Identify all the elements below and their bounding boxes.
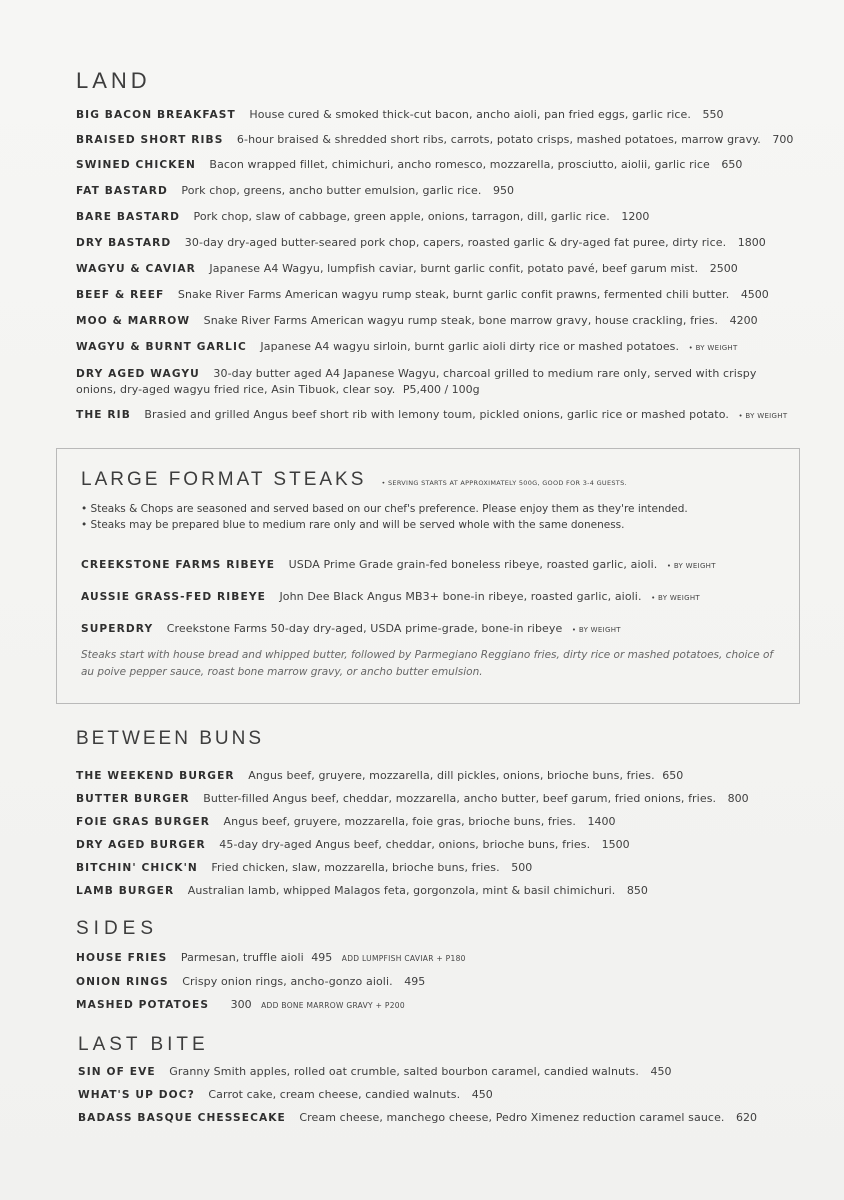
item-name: MOO & MARROW xyxy=(76,315,191,327)
item-desc: Cream cheese, manchego cheese, Pedro Ximenez reduction caramel sauce. xyxy=(299,1111,725,1124)
menu-item xyxy=(76,997,405,1013)
menu-item xyxy=(76,883,648,899)
item-price: 850 xyxy=(626,884,648,897)
item-price: 300 xyxy=(230,998,252,1011)
item-desc: 30-day dry-aged butter-seared pork chop, capers, roasted garlic & dry-aged fat puree, dirty rice. xyxy=(184,236,727,249)
item-price: 450 xyxy=(471,1088,493,1101)
item-desc: Pork chop, greens, ancho butter emulsion, garlic rice. xyxy=(181,184,482,197)
item-desc: Carrot cake, cream cheese, candied walnuts. xyxy=(208,1088,461,1101)
section-title-steaks: LARGE FORMAT STEAKS xyxy=(81,469,367,490)
by-weight-note: • BY WEIGHT xyxy=(571,626,621,634)
item-name: BADASS BASQUE CHESSECAKE xyxy=(78,1112,286,1124)
item-price: 500 xyxy=(511,861,533,874)
item-desc: USDA Prime Grade grain-fed boneless ribeye, roasted garlic, aioli. xyxy=(288,558,658,571)
item-price: 1400 xyxy=(587,815,616,828)
item-name: BEEF & REEF xyxy=(76,289,165,301)
menu-item xyxy=(76,157,742,173)
steaks-header xyxy=(81,469,627,491)
menu-item xyxy=(76,366,776,398)
item-desc: Australian lamb, whipped Malagos feta, gorgonzola, mint & basil chimichuri. xyxy=(187,884,616,897)
menu-item xyxy=(78,1110,757,1126)
menu-item xyxy=(76,407,787,424)
item-desc: Granny Smith apples, rolled oat crumble, salted bourbon caramel, candied walnuts. xyxy=(169,1065,639,1078)
menu-item xyxy=(76,183,514,199)
section-title-dessert: LAST BITE xyxy=(78,1034,209,1055)
item-desc: Butter-filled Angus beef, cheddar, mozzarella, ancho butter, beef garum, fried onions, fries. xyxy=(203,792,717,805)
item-price: 700 xyxy=(772,133,794,146)
steaks-bullet: • Steaks may be prepared blue to medium rare only and will be served whole with the same doneness. xyxy=(81,519,625,531)
item-desc: 30-day butter aged A4 Japanese Wagyu, charcoal grilled to medium rare only, served with crispy onions, dry-aged wagyu fried rice, Asin Tibuok, clear soy. xyxy=(76,367,757,396)
item-name: BITCHIN' CHICK'N xyxy=(76,862,198,874)
menu-item xyxy=(78,1087,493,1103)
item-name: DRY AGED WAGYU xyxy=(76,368,200,380)
steaks-bullet: • Steaks & Chops are seasoned and served based on our chef's preference. Please enjoy them as they're intended. xyxy=(81,503,688,515)
item-name: WAGYU & CAVIAR xyxy=(76,263,196,275)
item-name: SUPERDRY xyxy=(81,623,154,635)
steaks-subtitle: • SERVING STARTS AT APPROXIMATELY 500G, GOOD FOR 3-4 GUESTS. xyxy=(381,479,627,487)
item-desc: 45-day dry-aged Angus beef, cheddar, onions, brioche buns, fries. xyxy=(219,838,591,851)
item-price: 800 xyxy=(727,792,749,805)
item-name: LAMB BURGER xyxy=(76,885,175,897)
item-name: THE WEEKEND BURGER xyxy=(76,770,235,782)
menu-item xyxy=(76,235,766,251)
item-name: THE RIB xyxy=(76,409,131,421)
item-price: 495 xyxy=(404,975,426,988)
item-price: 1200 xyxy=(621,210,650,223)
item-name: MASHED POTATOES xyxy=(76,999,210,1011)
menu-item xyxy=(76,814,615,830)
item-price: 1500 xyxy=(601,838,630,851)
item-name: AUSSIE GRASS-FED RIBEYE xyxy=(81,591,266,603)
add-on-note: ADD BONE MARROW GRAVY + P200 xyxy=(261,1001,405,1010)
menu-item xyxy=(76,313,758,329)
item-desc: Pork chop, slaw of cabbage, green apple, onions, tarragon, dill, garlic rice. xyxy=(193,210,610,223)
item-desc: Japanese A4 wagyu sirloin, burnt garlic aioli dirty rice or mashed potatoes. xyxy=(260,340,680,353)
item-desc: John Dee Black Angus MB3+ bone-in ribeye, roasted garlic, aioli. xyxy=(279,590,642,603)
item-name: BIG BACON BREAKFAST xyxy=(76,109,236,121)
item-desc: Angus beef, gruyere, mozzarella, foie gras, brioche buns, fries. xyxy=(223,815,576,828)
menu-item xyxy=(76,860,532,876)
section-title-buns: BETWEEN BUNS xyxy=(76,728,265,749)
item-name: SWINED CHICKEN xyxy=(76,159,196,171)
menu-item xyxy=(76,209,649,225)
item-price: 950 xyxy=(492,184,514,197)
item-price: 1800 xyxy=(737,236,766,249)
menu-item xyxy=(76,132,793,148)
by-weight-note: • BY WEIGHT xyxy=(688,344,738,352)
menu-item xyxy=(76,768,683,784)
item-desc: Japanese A4 Wagyu, lumpfish caviar, burnt garlic confit, potato pavé, beef garum mist. xyxy=(209,262,699,275)
item-name: FOIE GRAS BURGER xyxy=(76,816,211,828)
add-on-note: ADD LUMPFISH CAVIAR + P180 xyxy=(341,954,466,963)
item-name: SIN OF EVE xyxy=(78,1066,156,1078)
item-name: ONION RINGS xyxy=(76,976,169,988)
item-desc: Brasied and grilled Angus beef short rib with lemony toum, pickled onions, garlic rice or mashed potato. xyxy=(144,408,729,421)
by-weight-note: • BY WEIGHT xyxy=(738,412,788,420)
steaks-footer-note: Steaks start with house bread and whipped butter, followed by Parmegiano Reggiano fries, dirty rice or mashed potatoes, choice of au poive pepper sauce, roast bone marrow gravy, or ancho butter emulsion. xyxy=(81,649,774,678)
item-desc: House cured & smoked thick-cut bacon, ancho aioli, pan fried eggs, garlic rice. xyxy=(249,108,692,121)
item-price: 2500 xyxy=(709,262,738,275)
menu-item xyxy=(78,1064,671,1080)
item-desc: Parmesan, truffle aioli xyxy=(180,951,304,964)
item-desc: 6-hour braised & shredded short ribs, carrots, potato crisps, mashed potatoes, marrow gravy. xyxy=(236,133,761,146)
menu-item xyxy=(76,837,630,853)
section-title-land: LAND xyxy=(76,68,151,93)
large-format-steaks-box xyxy=(56,448,800,704)
item-name: BRAISED SHORT RIBS xyxy=(76,134,224,146)
by-weight-note: • BY WEIGHT xyxy=(666,562,716,570)
item-desc: Snake River Farms American wagyu rump steak, burnt garlic confit prawns, fermented chili butter. xyxy=(177,288,730,301)
item-name: CREEKSTONE FARMS RIBEYE xyxy=(81,559,276,571)
by-weight-note: • BY WEIGHT xyxy=(651,594,701,602)
item-name: BARE BASTARD xyxy=(76,211,181,223)
menu-item xyxy=(76,950,466,966)
item-price: 450 xyxy=(650,1065,672,1078)
item-price: 620 xyxy=(736,1111,758,1124)
item-name: HOUSE FRIES xyxy=(76,952,168,964)
item-price: 650 xyxy=(662,769,684,782)
item-desc: Crispy onion rings, ancho-gonzo aioli. xyxy=(182,975,393,988)
menu-item xyxy=(76,287,769,303)
item-name: FAT BASTARD xyxy=(76,185,168,197)
item-price: 650 xyxy=(721,158,743,171)
item-name: WAGYU & BURNT GARLIC xyxy=(76,341,247,353)
item-name: DRY BASTARD xyxy=(76,237,172,249)
item-desc: Fried chicken, slaw, mozzarella, brioche buns, fries. xyxy=(211,861,500,874)
item-name: DRY AGED BURGER xyxy=(76,839,206,851)
item-desc: Snake River Farms American wagyu rump steak, bone marrow gravy, house crackling, fries. xyxy=(203,314,719,327)
item-name: BUTTER BURGER xyxy=(76,793,190,805)
menu-item xyxy=(76,261,738,277)
menu-item xyxy=(76,974,425,990)
item-desc: Creekstone Farms 50-day dry-aged, USDA prime-grade, bone-in ribeye xyxy=(166,622,563,635)
menu-item xyxy=(76,107,724,123)
menu-item xyxy=(76,339,738,356)
item-price: 550 xyxy=(702,108,724,121)
item-name: WHAT'S UP DOC? xyxy=(78,1089,195,1101)
menu-item xyxy=(81,621,621,638)
item-price: 4500 xyxy=(740,288,769,301)
item-desc: Bacon wrapped fillet, chimichuri, ancho romesco, mozzarella, prosciutto, aiolii, garlic rice xyxy=(209,158,710,171)
menu-item xyxy=(81,557,716,574)
item-price: 495 xyxy=(311,951,333,964)
menu-item xyxy=(76,791,749,807)
item-price: 4200 xyxy=(729,314,758,327)
item-desc: Angus beef, gruyere, mozzarella, dill pickles, onions, brioche buns, fries. xyxy=(248,769,655,782)
item-price: P5,400 / 100g xyxy=(402,383,480,396)
menu-item xyxy=(81,589,700,606)
section-title-sides: SIDES xyxy=(76,918,159,939)
